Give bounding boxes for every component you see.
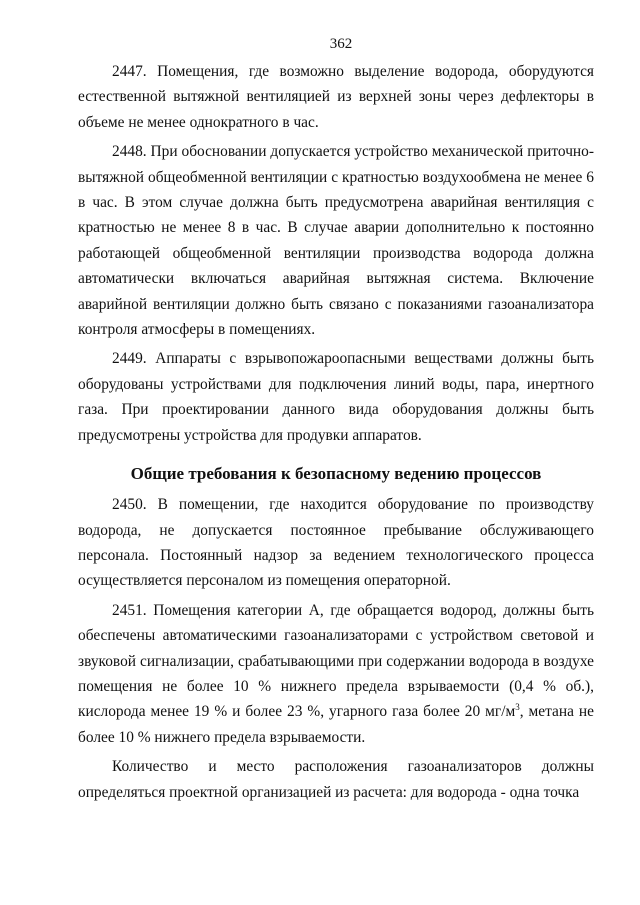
paragraph-2447: 2447. Помещения, где возможно выделение водорода, оборудуются естественной вытяжной вентиляцией из верхней зоны через дефлекторы в объеме не менее однократного в час. (78, 63, 594, 131)
paragraph-gas-analyzers: Количество и место расположения газоанализаторов должны определяться проектной организацией из расчета: для водорода - одна точка (78, 758, 594, 801)
section-heading: Общие требования к безопасному ведению процессов (130, 464, 542, 484)
paragraph-2451-tail: , метана не более 10 % нижнего предела взрываемости. (78, 703, 594, 746)
paragraph-2448: 2448. При обосновании допускается устройство механической приточно-вытяжной общеобменной вентиляции с кратностью воздухообмена не менее 6 в час. В этом случае должна быть предусмотрена аварийная вентиляция с кратностью не менее 8 в час. В случае аварии дополнительно к постоянно работающей общеобменной вентиляции производства водорода должна автоматически включаться аварийная вытяжная система. Включение аварийной вентиляции должно быть связано с показаниями газоанализатора контроля атмосферы в помещениях. (78, 143, 594, 339)
page-number: 362 (329, 36, 353, 52)
paragraph-2449: 2449. Аппараты с взрывопожароопасными веществами должны быть оборудованы устройствами для подключения линий воды, пара, инертного газа. При проектировании данного вида оборудования должны быть предусмотрены устройства для продувки аппаратов. (78, 350, 594, 444)
paragraph-2451-text: 2451. Помещения категории А, где обращается водород, должны быть обеспечены автоматическими газоанализаторами с устройством световой и звуковой сигнализации, срабатывающими при содержании водорода в воздухе помещения не более 10 % нижнего предела взрываемости (0,4 % об.), кислорода менее 19 % и более 23 %, угарного газа более 20 мг/м (78, 601, 594, 721)
paragraph-2450: 2450. В помещении, где находится оборудование по производству водорода, не допускается постоянное пребывание обслуживающего персонала. Постоянный надзор за ведением технологического процесса осуществляется персоналом из помещения операторной. (78, 496, 594, 590)
superscript-3: 3 (515, 702, 520, 713)
paragraph-2451 (78, 598, 594, 750)
